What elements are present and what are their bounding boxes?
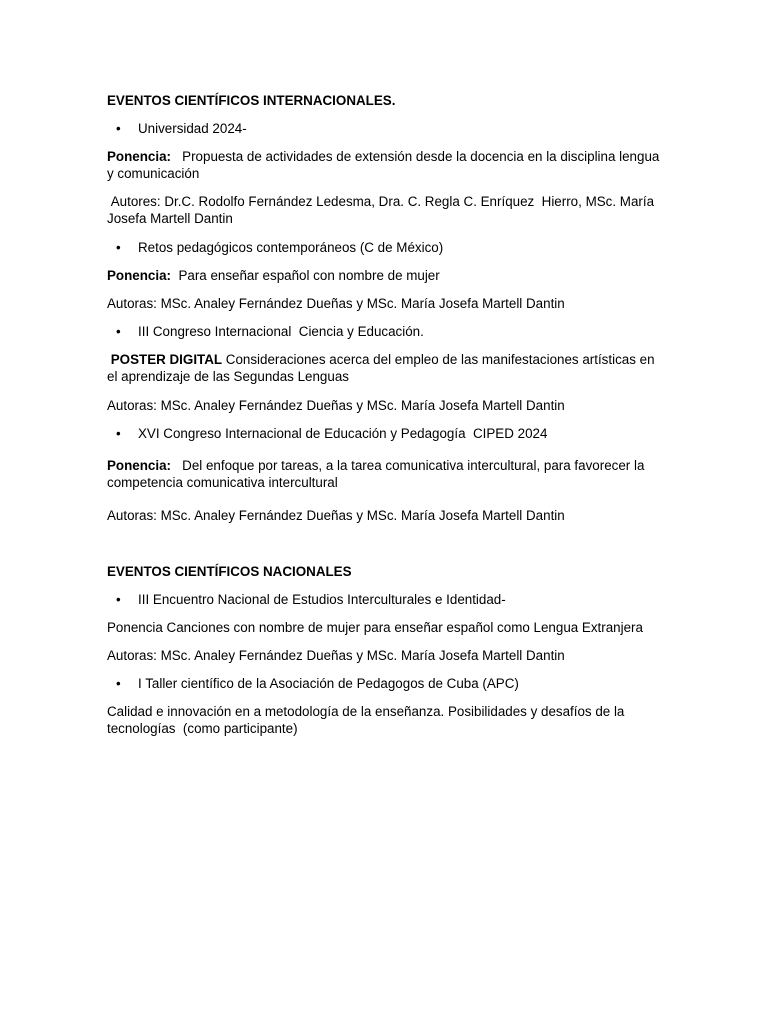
bullet-icon: •: [116, 426, 121, 441]
bullet-icon: •: [116, 324, 121, 339]
bullet-icon: •: [116, 592, 121, 607]
paper-label: Ponencia:: [107, 458, 171, 473]
paper-entry: Ponencia Canciones con nombre de mujer para enseñar español como Lengua Extranjera: [107, 620, 643, 635]
paper-title: Propuesta de actividades de extensión desde la docencia en la disciplina lengua y comunicación: [107, 149, 664, 181]
authors-line: Autoras: MSc. Analey Fernández Dueñas y MSc. María Josefa Martell Dantin: [107, 296, 565, 311]
event-title: III Encuentro Nacional de Estudios Interculturales e Identidad-: [138, 592, 506, 607]
participation-entry: Calidad e innovación en a metodología de la enseñanza. Posibilidades y desafíos de la tecnologías (como participante): [107, 704, 629, 736]
authors-line: Autoras: MSc. Analey Fernández Dueñas y MSc. María Josefa Martell Dantin: [107, 648, 565, 663]
authors-line: Autores: Dr.C. Rodolfo Fernández Ledesma, Dra. C. Regla C. Enríquez Hierro, MSc. María Josefa Martell Dantin: [107, 194, 658, 226]
list-item: [107, 239, 667, 256]
paper-title: Para enseñar español con nombre de mujer: [171, 268, 440, 283]
paper-entry: [107, 457, 667, 491]
poster-entry: [107, 351, 667, 385]
paper-label: Ponencia:: [107, 268, 171, 283]
poster-label: POSTER DIGITAL: [107, 352, 223, 367]
paper-label: Ponencia:: [107, 149, 171, 164]
list-item: [107, 675, 667, 692]
event-title: Retos pedagógicos contemporáneos (C de México): [138, 240, 444, 255]
event-title: I Taller científico de la Asociación de Pedagogos de Cuba (APC): [138, 676, 519, 691]
international-events-heading: EVENTOS CIENTÍFICOS INTERNACIONALES.: [107, 93, 396, 108]
event-title: III Congreso Internacional Ciencia y Educación.: [138, 324, 424, 339]
list-item: [107, 425, 667, 442]
bullet-icon: •: [116, 240, 121, 255]
authors-line: Autoras: MSc. Analey Fernández Dueñas y MSc. María Josefa Martell Dantin: [107, 508, 565, 523]
bullet-icon: •: [116, 121, 121, 136]
national-events-heading: EVENTOS CIENTÍFICOS NACIONALES: [107, 564, 352, 579]
list-item: [107, 323, 667, 340]
list-item: [107, 120, 667, 137]
poster-title: Consideraciones acerca del empleo de las manifestaciones artísticas en el aprendizaje de las Segundas Lenguas: [107, 352, 659, 384]
event-title: Universidad 2024-: [138, 121, 247, 136]
paper-title: Del enfoque por tareas, a la tarea comunicativa intercultural, para favorecer la competencia comunicativa intercultural: [107, 458, 649, 490]
authors-line: Autoras: MSc. Analey Fernández Dueñas y MSc. María Josefa Martell Dantin: [107, 398, 565, 413]
paper-entry: [107, 148, 667, 182]
list-item: [107, 591, 667, 608]
event-title: XVI Congreso Internacional de Educación y Pedagogía CIPED 2024: [138, 426, 548, 441]
paper-entry: [107, 267, 667, 284]
bullet-icon: •: [116, 676, 121, 691]
